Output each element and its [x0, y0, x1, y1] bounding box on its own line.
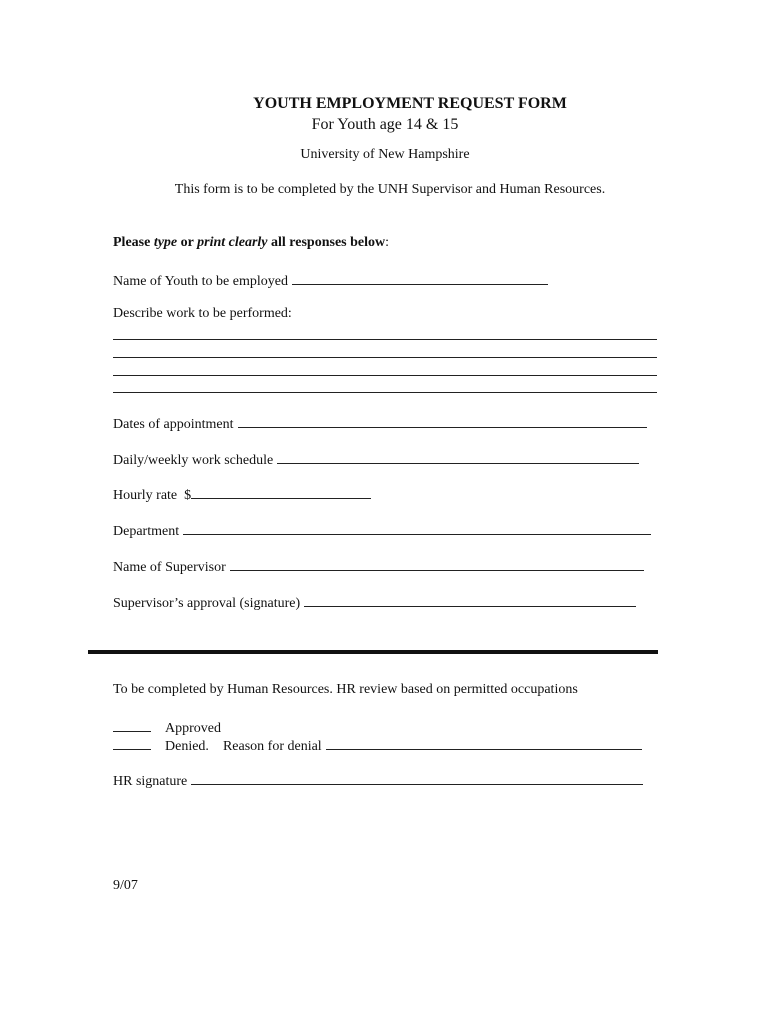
- instructions-please: Please: [113, 235, 154, 250]
- hourly-rate-row: [113, 485, 371, 504]
- work-description-line-2[interactable]: [113, 357, 657, 358]
- schedule-row: [113, 450, 639, 469]
- youth-name-row: [113, 271, 548, 290]
- hourly-rate-field[interactable]: [191, 485, 371, 499]
- supervisor-signature-field[interactable]: [304, 593, 636, 607]
- instructions-or: or: [177, 235, 198, 250]
- hourly-rate-label: Hourly rate: [113, 488, 178, 503]
- denied-row: [113, 736, 642, 755]
- denied-label: Denied.: [165, 739, 209, 754]
- approved-checkbox-line[interactable]: [113, 718, 151, 732]
- hr-signature-field[interactable]: [191, 771, 643, 785]
- form-intro: This form is to be completed by the UNH Supervisor and Human Resources.: [174, 182, 606, 197]
- supervisor-name-row: [113, 557, 644, 576]
- dollar-sign: $: [184, 488, 192, 503]
- department-row: [113, 521, 651, 540]
- dates-label: Dates of appointment: [113, 417, 234, 432]
- approved-row: [113, 718, 221, 737]
- approved-label: Approved: [165, 721, 221, 736]
- work-description-line-3[interactable]: [113, 375, 657, 376]
- section-divider: [88, 650, 658, 654]
- hr-signature-row: [113, 771, 643, 790]
- form-subtitle: For Youth age 14 & 15: [311, 116, 459, 133]
- work-description-line-1[interactable]: [113, 339, 657, 340]
- instructions-colon: :: [385, 235, 389, 250]
- hr-intro: To be completed by Human Resources. HR review based on permitted occupations: [113, 682, 578, 697]
- instructions-type: type: [153, 235, 178, 250]
- department-label: Department: [113, 524, 180, 539]
- university-name: University of New Hampshire: [300, 147, 470, 162]
- supervisor-name-label: Name of Supervisor: [113, 560, 226, 575]
- instructions-print-clearly: print clearly: [197, 235, 268, 250]
- work-description-line-4[interactable]: [113, 392, 657, 393]
- denied-checkbox-line[interactable]: [113, 736, 151, 750]
- instructions-rest: all responses below: [267, 235, 386, 250]
- hr-signature-label: HR signature: [113, 774, 188, 789]
- dates-row: [113, 414, 647, 433]
- supervisor-approval-row: [113, 593, 636, 612]
- schedule-field[interactable]: [277, 450, 639, 464]
- revision-date: 9/07: [113, 878, 138, 893]
- describe-work-label: Describe work to be performed:: [113, 306, 292, 321]
- schedule-label: Daily/weekly work schedule: [113, 453, 274, 468]
- department-field[interactable]: [183, 521, 651, 535]
- supervisor-approval-label: Supervisor’s approval (signature): [113, 596, 301, 611]
- form-title: YOUTH EMPLOYMENT REQUEST FORM: [253, 95, 567, 112]
- reason-field[interactable]: [326, 736, 642, 750]
- instructions: [113, 235, 389, 251]
- youth-name-field[interactable]: [292, 271, 548, 285]
- supervisor-name-field[interactable]: [230, 557, 644, 571]
- reason-label: Reason for denial: [222, 739, 322, 754]
- dates-field[interactable]: [238, 414, 647, 428]
- youth-name-label: Name of Youth to be employed: [113, 274, 288, 289]
